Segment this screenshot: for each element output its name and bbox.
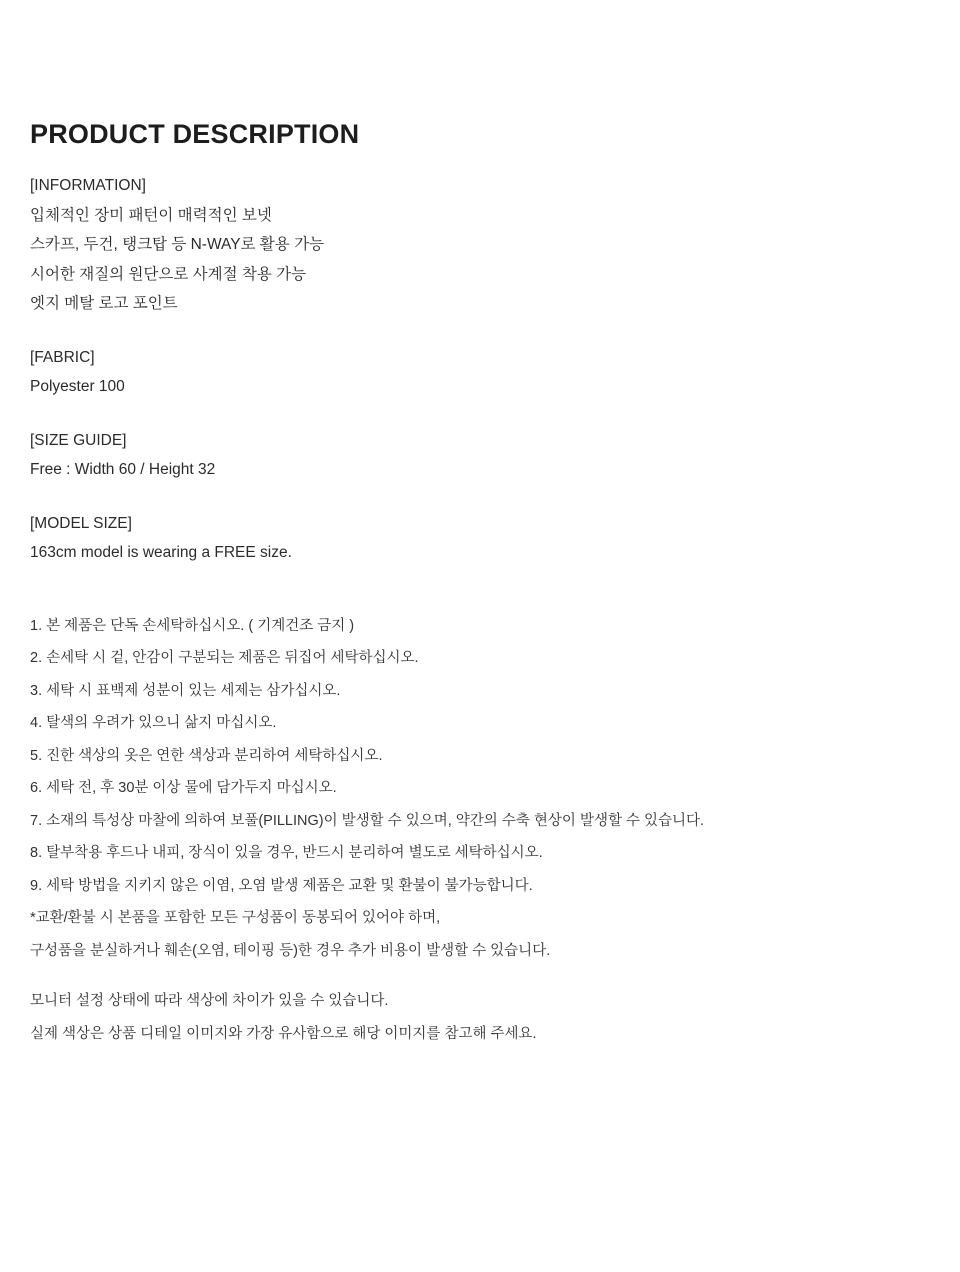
care-line-8: 8. 탈부착용 후드나 내피, 장식이 있을 경우, 반드시 분리하여 별도로 세탁하십시오.	[30, 845, 543, 862]
size-guide-value: Free : Width 60 / Height 32	[30, 461, 216, 479]
spacer-information-fabric	[30, 326, 930, 350]
size-guide-section	[30, 433, 930, 478]
information-line-1: 입체적인 장미 패턴이 매력적인 보넷	[30, 206, 272, 224]
model-size-heading: [MODEL SIZE]	[30, 514, 132, 532]
color-note-2: 실제 색상은 상품 디테일 이미지와 가장 유사함으로 해당 이미지를 참고해 주세요.	[30, 1025, 537, 1042]
information-line-2: 스카프, 두건, 탱크탑 등 N-WAY로 활용 가능	[30, 236, 325, 254]
care-line-6: 6. 세탁 전, 후 30분 이상 물에 담가두지 마십시오.	[30, 780, 337, 797]
page-title: PRODUCT DESCRIPTION	[30, 119, 360, 149]
information-line-3: 시어한 재질의 원단으로 사계절 착용 가능	[30, 265, 307, 283]
information-section	[30, 178, 930, 312]
care-line-2: 2. 손세탁 시 겉, 안감이 구분되는 제품은 뒤집어 세탁하십시오.	[30, 650, 419, 667]
spacer-model-care	[30, 575, 930, 619]
information-heading: [INFORMATION]	[30, 177, 146, 195]
spacer-care-color	[30, 976, 930, 994]
color-notes-section	[30, 994, 930, 1041]
care-line-7: 7. 소재의 특성상 마찰에 의하여 보풀(PILLING)이 발생할 수 있으며, 약간의 수축 현상이 발생할 수 있습니다.	[30, 812, 705, 829]
fabric-heading: [FABRIC]	[30, 348, 95, 366]
care-instructions-section	[30, 619, 930, 959]
information-line-4: 엣지 메탈 로고 포인트	[30, 295, 178, 313]
fabric-value: Polyester 100	[30, 378, 125, 396]
care-note-exchange-2: 구성품을 분실하거나 훼손(오염, 테이핑 등)한 경우 추가 비용이 발생할 수 있습니다.	[30, 942, 551, 959]
size-guide-heading: [SIZE GUIDE]	[30, 431, 127, 449]
care-line-4: 4. 탈색의 우려가 있으니 삶지 마십시오.	[30, 715, 277, 732]
model-size-section	[30, 516, 930, 561]
spacer-fabric-size	[30, 409, 930, 433]
model-size-value: 163cm model is wearing a FREE size.	[30, 544, 292, 562]
care-line-1: 1. 본 제품은 단독 손세탁하십시오. ( 기계건조 금지 )	[30, 617, 355, 634]
fabric-section	[30, 350, 930, 395]
care-note-exchange-1: *교환/환불 시 본품을 포함한 모든 구성품이 동봉되어 있어야 하며,	[30, 910, 441, 927]
color-note-1: 모니터 설정 상태에 따라 색상에 차이가 있을 수 있습니다.	[30, 993, 389, 1010]
care-line-3: 3. 세탁 시 표백제 성분이 있는 세제는 삼가십시오.	[30, 682, 341, 699]
spacer-size-model	[30, 492, 930, 516]
care-line-5: 5. 진한 색상의 옷은 연한 색상과 분리하여 세탁하십시오.	[30, 747, 383, 764]
care-line-9: 9. 세탁 방법을 지키지 않은 이염, 오염 발생 제품은 교환 및 환불이 불가능합니다.	[30, 877, 533, 894]
